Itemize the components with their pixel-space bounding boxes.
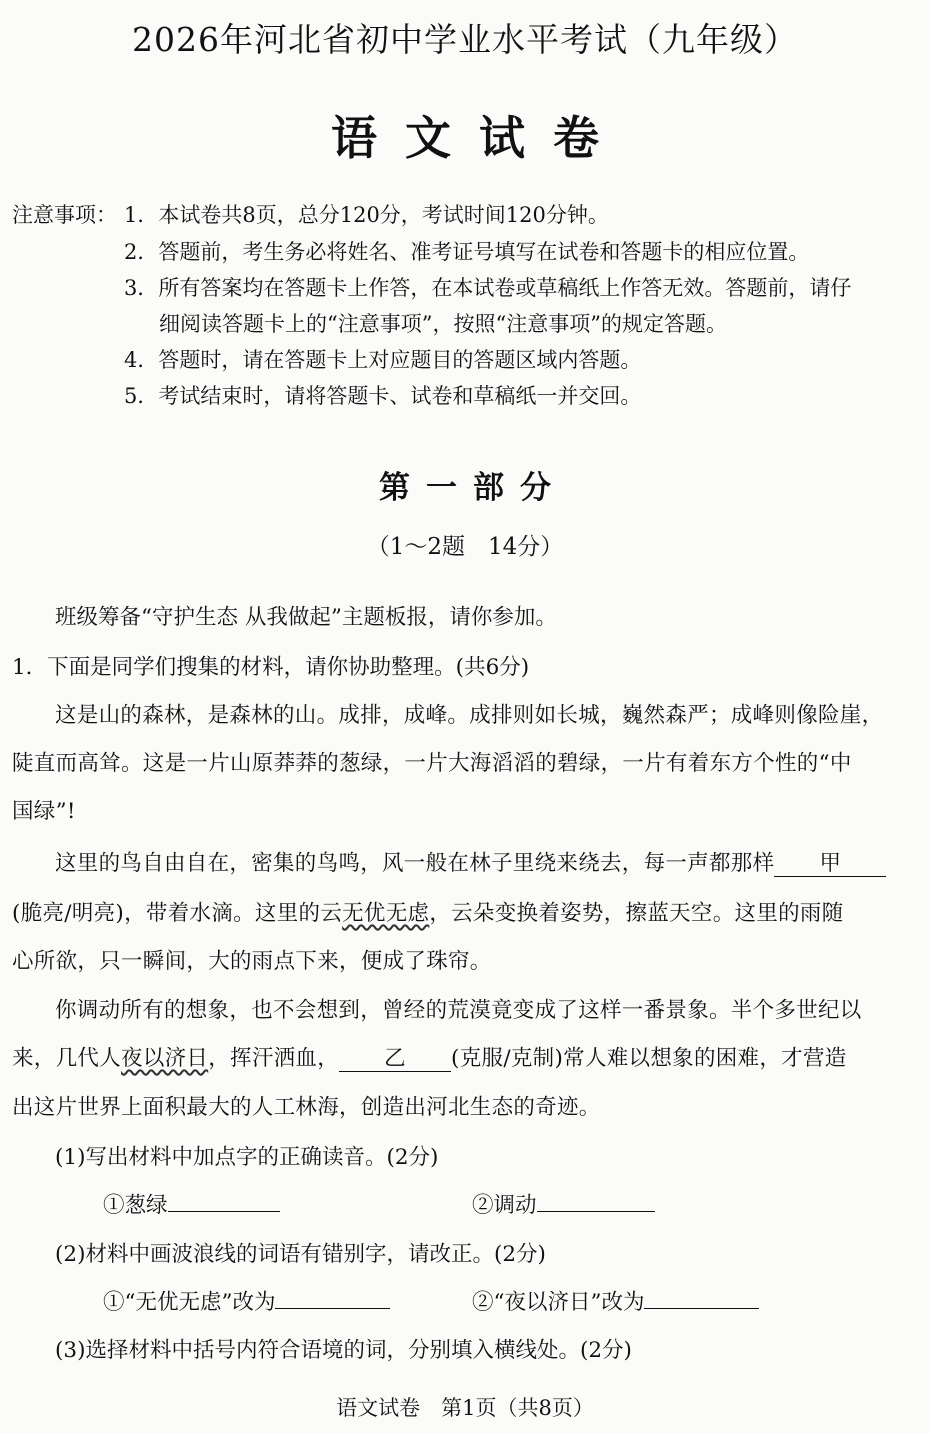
wavy-word-2: 夜以济日 <box>121 1046 209 1071</box>
exam-title: 2026年河北省初中学业水平考试（九年级） <box>132 20 798 59</box>
sub-question-3: (3)选择材料中括号内符合语境的词，分别填入横线处。(2分) <box>55 1338 632 1363</box>
answer-blank <box>644 1308 759 1309</box>
paragraph-line: 出这片世界上面积最大的人工林海，创造出河北生态的奇迹。 <box>12 1095 601 1120</box>
answer-blank <box>168 1211 280 1212</box>
paragraph-line: 心所欲，只一瞬间，大的雨点下来，便成了珠帘。 <box>12 949 492 974</box>
note-item: 1．本试卷共8页，总分120分，考试时间120分钟。 <box>124 203 609 227</box>
paragraph-line <box>12 896 844 927</box>
blank-jia: 甲 <box>774 853 886 877</box>
text-span: 来，几代人 <box>12 1046 122 1071</box>
answer-line <box>103 1285 390 1316</box>
paragraph-line: 国绿”! <box>12 799 76 824</box>
part-range: （1～2题 14分） <box>366 534 564 560</box>
answer-line <box>103 1188 280 1219</box>
answer-blank <box>275 1308 390 1309</box>
paragraph-line <box>12 1041 847 1072</box>
text-span: 这里的鸟自由自在，密集的鸟鸣，风一般在林子里绕来绕去，每一声都那样 <box>55 851 775 876</box>
note-item: 细阅读答题卡上的“注意事项”，按照“注意事项”的规定答题。 <box>159 312 727 336</box>
question-1-stem: 1．下面是同学们搜集的材料，请你协助整理。(共6分) <box>12 655 530 680</box>
text-span: (脆亮/明亮)，带着水滴。这里的云 <box>12 901 343 926</box>
sub-question-1: (1)写出材料中加点字的正确读音。(2分) <box>55 1145 439 1170</box>
paragraph-line: 陡直而高耸。这是一片山原莽莽的葱绿，一片大海滔滔的碧绿，一片有着东方个性的“中 <box>12 751 852 776</box>
item-label: ①“无优无虑”改为 <box>103 1290 276 1315</box>
item-label: ①葱绿 <box>103 1193 168 1218</box>
text-span: (克服/克制)常人难以想象的困难，才营造 <box>451 1046 847 1071</box>
notes-label: 注意事项： <box>12 203 117 227</box>
item-label: ②调动 <box>472 1193 537 1218</box>
answer-line <box>472 1285 759 1316</box>
paragraph-line: 你调动所有的想象，也不会想到，曾经的荒漠竟变成了这样一番景象。半个多世纪以 <box>55 998 862 1023</box>
intro-text: 班级筹备“守护生态 从我做起”主题板报，请你参加。 <box>55 605 557 630</box>
page-footer: 语文试卷 第1页（共8页） <box>336 1396 594 1420</box>
note-item: 2．答题前，考生务必将姓名、准考证号填写在试卷和答题卡的相应位置。 <box>124 240 810 264</box>
item-label: ②“夜以济日”改为 <box>472 1290 645 1315</box>
sub-question-2: (2)材料中画波浪线的词语有错别字，请改正。(2分) <box>55 1242 546 1267</box>
part-title: 第一部分 <box>379 470 567 506</box>
text-span: ，云朵变换着姿势，擦蓝天空。这里的雨随 <box>429 901 844 926</box>
note-item: 4．答题时，请在答题卡上对应题目的答题区域内答题。 <box>124 348 642 372</box>
paper-title: 语文试卷 <box>331 111 627 165</box>
wavy-word-1: 无优无虑 <box>342 901 430 926</box>
note-item: 3．所有答案均在答题卡上作答，在本试卷或草稿纸上作答无效。答题前，请仔 <box>124 276 852 300</box>
paragraph-line <box>55 846 886 877</box>
paragraph-line: 这是山的森林，是森林的山。成排，成峰。成排则如长城，巍然森严；成峰则像险崖， <box>55 703 884 728</box>
answer-line <box>472 1188 655 1219</box>
text-span: ，挥汗洒血， <box>208 1046 340 1071</box>
answer-blank <box>537 1211 655 1212</box>
note-item: 5．考试结束时，请将答题卡、试卷和草稿纸一并交回。 <box>124 384 642 408</box>
blank-yi: 乙 <box>339 1048 451 1072</box>
